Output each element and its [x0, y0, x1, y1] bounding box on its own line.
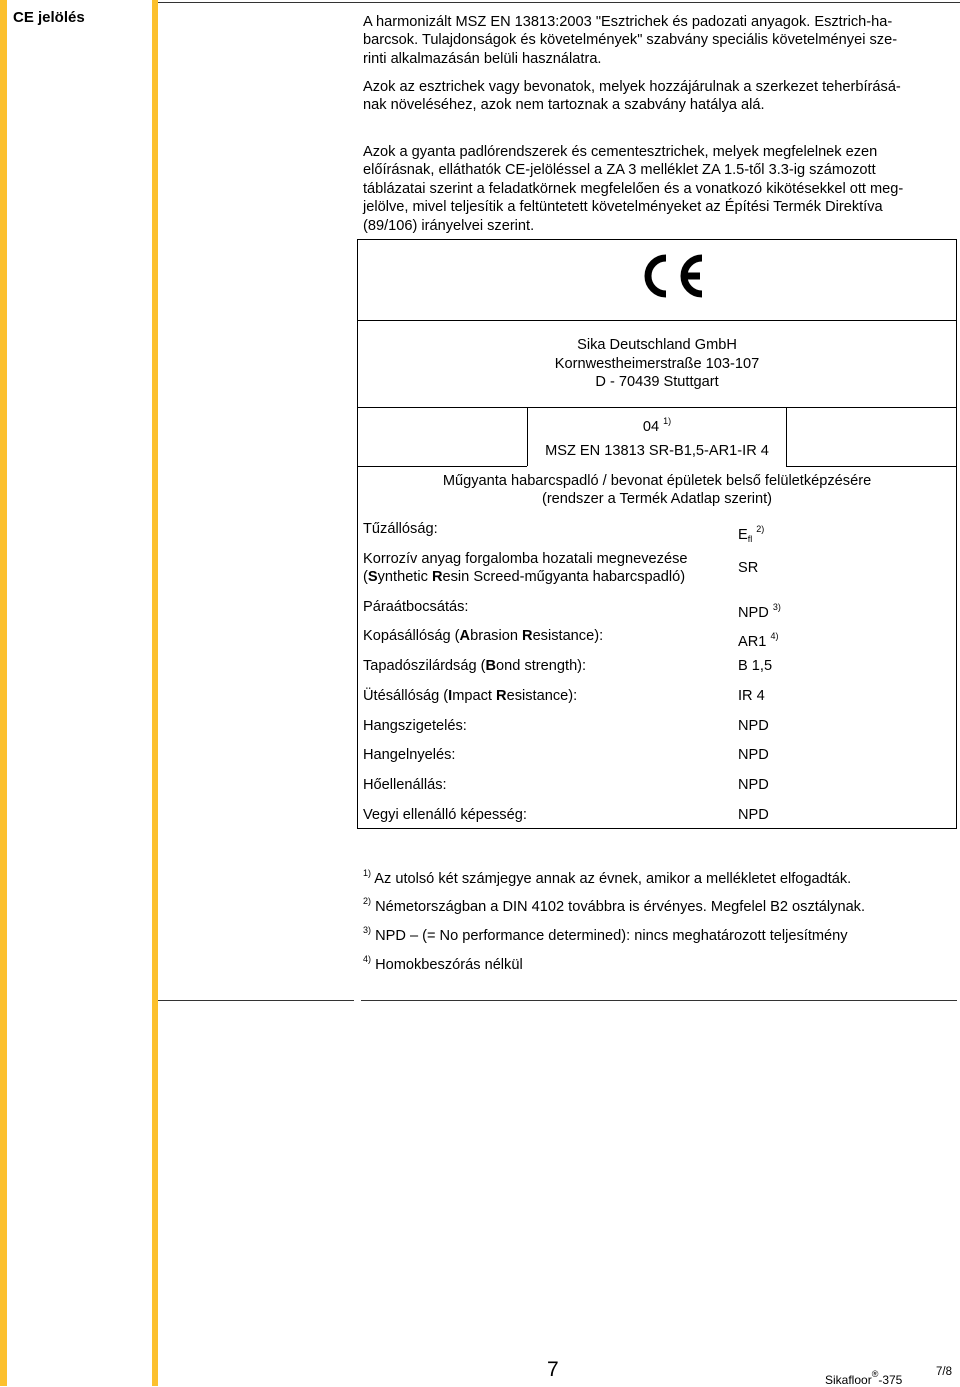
ce-description-1: Műgyanta habarcspadló / bevonat épületek belső felületképzésére [442, 473, 872, 489]
property-label-thermal: Hőellenállás: [363, 777, 447, 793]
paragraph-line: előírásnak, elláthatók CE-jelöléssel a ZA 3 melléklet ZA 1.5-től 3.3-ig számozott [363, 162, 876, 179]
ce-standard: MSZ EN 13813 SR-B1,5-AR1-IR 4 [545, 443, 769, 459]
bottom-rule-left [158, 1000, 354, 1001]
paragraph-line: Azok az esztrichek vagy bevonatok, melyek hozzájárulnak a szerkezet teherbírásá- [363, 79, 901, 95]
property-value-impact: IR 4 [738, 688, 765, 704]
property-value-chemical: NPD [738, 807, 769, 823]
property-value-sound-insulation: NPD [738, 718, 769, 734]
paragraph-line: Azok a gyanta padlórendszerek és cementesztrichek, melyek megfelelnek ezen [363, 144, 878, 160]
page-number: 7 [547, 1358, 559, 1381]
paragraph-3 [363, 143, 953, 235]
property-label-abrasion: Kopásállóság (Abrasion Resistance): [363, 628, 604, 644]
fire-class-sub: fl [747, 534, 753, 544]
paragraph-line: A harmonizált MSZ EN 13813:2003 "Esztrichek és padozati anyagok. Esztrich-ha- [363, 14, 893, 30]
footnote-2: $^{2)}$ Németországban a DIN 4102 továbbra is érvényes. Megfelel B2 osztálynak. [363, 896, 866, 915]
paragraph-line: barcsok. Tulajdonságok és követelmények" szabvány speciális követelményei sze- [363, 32, 898, 49]
ce-divider-3b [786, 466, 957, 467]
corrosive-line-1: Korrozív anyag forgalomba hozatali megnevezése [363, 551, 688, 567]
property-label-sound-absorption: Hangelnyelés: [363, 747, 456, 763]
company-city: D - 70439 Stuttgart [595, 374, 719, 390]
property-value-abrasion: AR1 $^{4)}$ [738, 631, 779, 650]
ce-description-2: (rendszer a Termék Adatlap szerint) [541, 491, 773, 507]
property-label-sound-insulation: Hangszigetelés: [363, 718, 467, 734]
paragraph-line: (89/106) irányelvei szerint. [363, 217, 535, 234]
property-value-corrosive: SR [738, 560, 759, 576]
paragraph-line: rinti alkalmazásán belüli használatra. [363, 50, 602, 67]
corrosive-line-2: (Synthetic Resin Screed-műgyanta habarcspadló) [363, 569, 686, 586]
footnote-1: $^{1)}$ Az utolsó két számjegye annak az évnek, amikor a mellékletet elfogadták. [363, 868, 852, 887]
ce-year [357, 412, 957, 436]
section-title: CE jelölés [13, 9, 85, 26]
ce-label-box [357, 239, 957, 829]
property-label-vapour: Páraátbocsátás: [363, 599, 469, 615]
property-value-bond: B 1,5 [738, 658, 773, 674]
ce-mark-icon [638, 251, 706, 301]
ce-divider-3a [357, 466, 527, 467]
ce-divider-2 [357, 407, 957, 408]
ce-year-value: 04 [642, 419, 660, 435]
company-street: Kornwestheimerstraße 103-107 [554, 356, 760, 372]
property-label-chemical: Vegyi ellenálló képesség: [363, 807, 527, 823]
footnote-4: $^{4)}$ Homokbeszórás nélkül [363, 954, 523, 973]
fire-note: 2) [756, 524, 765, 534]
property-label-fire: Tűzállóság: [363, 521, 438, 537]
paragraph-line: táblázatai szerint a feladatkörnek megfelelően és a vonatkozó kikötésekkel ott meg- [363, 180, 904, 197]
property-label-corrosive [363, 550, 688, 587]
footnote-3: $^{3)}$ NPD – (= No performance determined): nincs meghatározott teljesítmény [363, 925, 848, 944]
left-accent-bar [0, 0, 7, 1386]
property-value-vapour: NPD $^{3)}$ [738, 602, 781, 621]
property-value-sound-absorption: NPD [738, 747, 769, 763]
top-rule [158, 2, 960, 3]
property-value-thermal: NPD [738, 777, 769, 793]
fire-class: E [738, 527, 748, 543]
property-label-bond: Tapadószilárdság (Bond strength): [363, 658, 587, 674]
bottom-rule-right [361, 1000, 957, 1001]
property-value-fire [738, 520, 764, 548]
paragraph-1 [363, 13, 953, 68]
paragraph-line: jelölve, mivel teljesítik a feltüntetett követelményeket az Építési Termék Direktíva [363, 199, 883, 216]
column-divider-bar [152, 0, 158, 1386]
ce-divider-1 [357, 320, 957, 321]
company-name: Sika Deutschland GmbH [577, 337, 737, 353]
property-label-impact: Ütésállóság (Impact Resistance): [363, 688, 578, 704]
product-name: Sikafloor®-375 [825, 1369, 903, 1387]
ce-year-note: 1) [663, 416, 672, 426]
paragraph-2 [363, 78, 953, 115]
page-ratio: 7/8 [936, 1366, 952, 1378]
paragraph-line: nak növeléséhez, azok nem tartoznak a szabvány hatálya alá. [363, 97, 765, 114]
